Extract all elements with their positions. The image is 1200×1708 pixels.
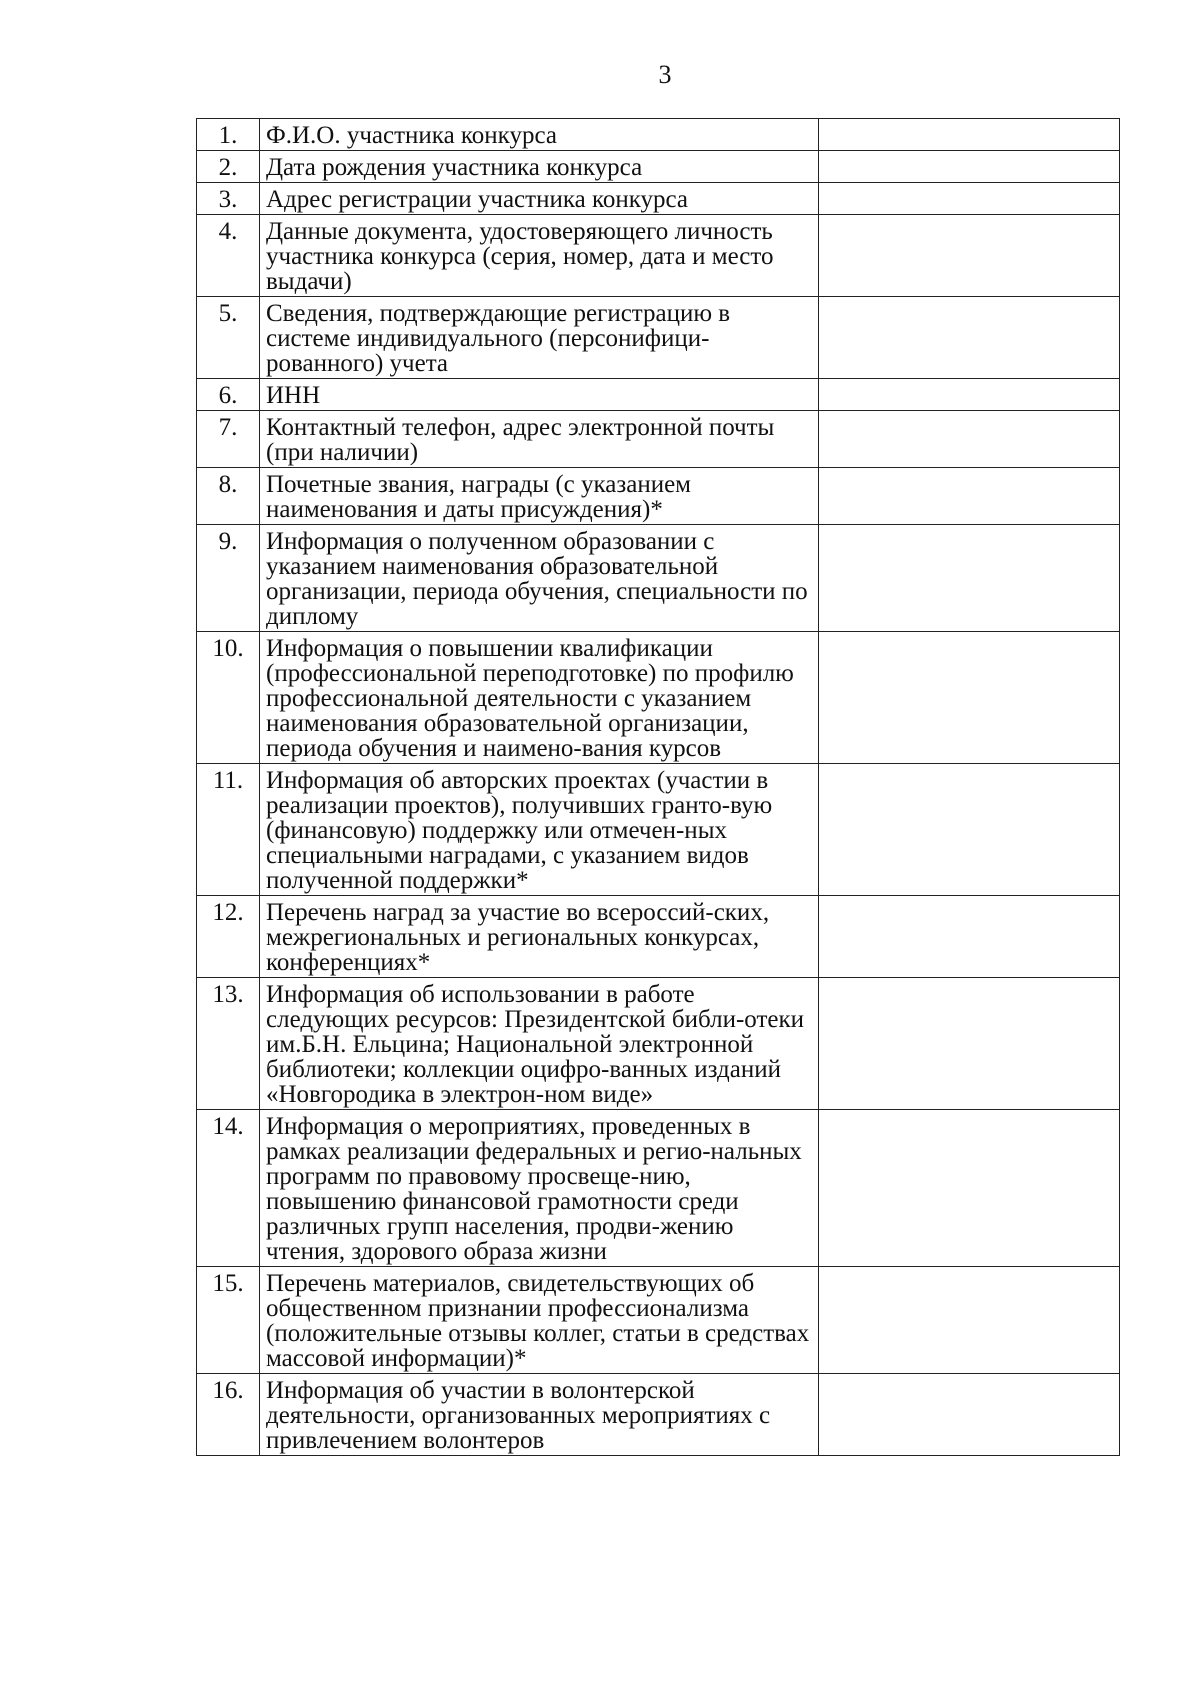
row-number: 14.: [197, 1110, 260, 1267]
row-value-field[interactable]: [819, 632, 1120, 764]
participant-form-table: [196, 118, 1120, 1456]
row-value-field[interactable]: [819, 151, 1120, 183]
row-number: 12.: [197, 896, 260, 978]
row-value-field[interactable]: [819, 525, 1120, 632]
row-number: 7.: [197, 411, 260, 468]
form-row: [197, 411, 1120, 468]
row-number: 3.: [197, 183, 260, 215]
form-row: [197, 1374, 1120, 1456]
page-number: 3: [658, 60, 672, 89]
row-label: Сведения, подтверждающие регистрацию в системе индивидуального (персонифици-рованного) учета: [260, 297, 819, 379]
row-label: Информация об авторских проектах (участии в реализации проектов), получивших гранто-вую (финансовую) поддержку или отмечен-ных специальными наградами, с указанием видов полученной поддержки*: [260, 764, 819, 896]
row-value-field[interactable]: [819, 1110, 1120, 1267]
form-row: [197, 379, 1120, 411]
row-number: 10.: [197, 632, 260, 764]
row-label: Ф.И.О. участника конкурса: [260, 119, 819, 151]
row-label: Данные документа, удостоверяющего личность участника конкурса (серия, номер, дата и место выдачи): [260, 215, 819, 297]
row-value-field[interactable]: [819, 1374, 1120, 1456]
form-row: [197, 119, 1120, 151]
form-row: [197, 151, 1120, 183]
row-label: Информация о мероприятиях, проведенных в рамках реализации федеральных и регио-нальных программ по правовому просвеще-нию, повышению финансовой грамотности среди различных групп населения, продви-жению чтения, здорового образа жизни: [260, 1110, 819, 1267]
form-row: [197, 215, 1120, 297]
row-number: 9.: [197, 525, 260, 632]
row-value-field[interactable]: [819, 468, 1120, 525]
row-value-field[interactable]: [819, 411, 1120, 468]
form-row: [197, 468, 1120, 525]
row-number: 8.: [197, 468, 260, 525]
row-label: Адрес регистрации участника конкурса: [260, 183, 819, 215]
row-value-field[interactable]: [819, 183, 1120, 215]
row-number: 6.: [197, 379, 260, 411]
row-value-field[interactable]: [819, 215, 1120, 297]
row-number: 11.: [197, 764, 260, 896]
form-row: [197, 525, 1120, 632]
row-number: 15.: [197, 1267, 260, 1374]
row-label: Контактный телефон, адрес электронной почты (при наличии): [260, 411, 819, 468]
row-value-field[interactable]: [819, 379, 1120, 411]
row-number: 5.: [197, 297, 260, 379]
form-row: [197, 896, 1120, 978]
form-row: [197, 297, 1120, 379]
row-value-field[interactable]: [819, 764, 1120, 896]
form-row: [197, 183, 1120, 215]
form-row: [197, 978, 1120, 1110]
row-number: 4.: [197, 215, 260, 297]
row-label: Перечень материалов, свидетельствующих об общественном признании профессионализма (положительные отзывы коллег, статьи в средствах массовой информации)*: [260, 1267, 819, 1374]
row-label: Информация об участии в волонтерской деятельности, организованных мероприятиях с привлечением волонтеров: [260, 1374, 819, 1456]
row-label: Почетные звания, награды (с указанием наименования и даты присуждения)*: [260, 468, 819, 525]
form-row: [197, 632, 1120, 764]
row-label: Перечень наград за участие во всероссий-ских, межрегиональных и региональных конкурсах, конференциях*: [260, 896, 819, 978]
row-number: 16.: [197, 1374, 260, 1456]
row-value-field[interactable]: [819, 978, 1120, 1110]
form-row: [197, 1110, 1120, 1267]
row-value-field[interactable]: [819, 119, 1120, 151]
row-value-field[interactable]: [819, 896, 1120, 978]
row-label: Дата рождения участника конкурса: [260, 151, 819, 183]
row-number: 13.: [197, 978, 260, 1110]
row-number: 1.: [197, 119, 260, 151]
row-label: ИНН: [260, 379, 819, 411]
row-value-field[interactable]: [819, 1267, 1120, 1374]
row-number: 2.: [197, 151, 260, 183]
form-row: [197, 1267, 1120, 1374]
row-label: Информация о повышении квалификации (профессиональной переподготовке) по профилю профессиональной деятельности с указанием наименования образовательной организации, периода обучения и наимено-вания курсов: [260, 632, 819, 764]
row-label: Информация об использовании в работе следующих ресурсов: Президентской библи-отеки им.Б.Н. Ельцина; Национальной электронной библиотеки; коллекции оцифро-ванных изданий «Новгородика в электрон-ном виде»: [260, 978, 819, 1110]
row-label: Информация о полученном образовании с указанием наименования образовательной организации, периода обучения, специальности по диплому: [260, 525, 819, 632]
form-row: [197, 764, 1120, 896]
row-value-field[interactable]: [819, 297, 1120, 379]
